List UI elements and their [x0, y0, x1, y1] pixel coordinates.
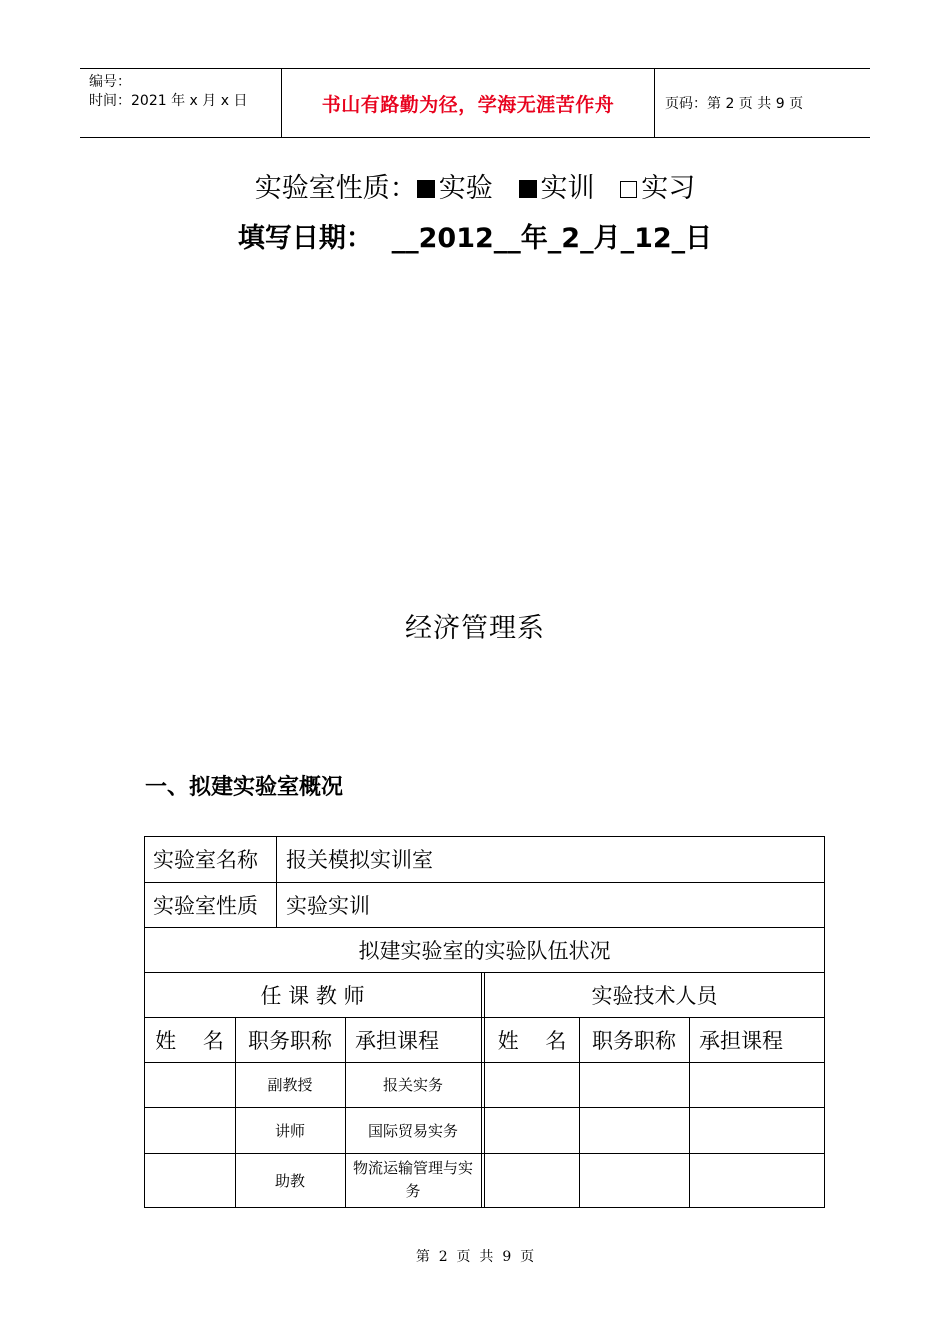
tech-staff-header: 实验技术人员 — [591, 983, 718, 1008]
teachers-header: 任 课 教 师 — [260, 983, 365, 1008]
lab-nature-cell-value: 实验实训 — [286, 893, 370, 918]
lab-nature-line — [0, 166, 950, 205]
teacher-course: 国际贸易实务 — [367, 1121, 458, 1140]
col-title-header: 职务职称 — [592, 1028, 676, 1053]
document-header — [80, 68, 870, 138]
teacher-title: 讲师 — [274, 1121, 305, 1140]
section-title: 一、拟建实验室概况 — [145, 775, 344, 800]
number-label: 编号： — [89, 74, 131, 90]
department-title: 经济管理系 — [405, 613, 545, 644]
checked-box-icon — [417, 180, 435, 198]
fill-date-label: 填写日期： — [237, 223, 373, 254]
col-course-header: 承担课程 — [699, 1028, 783, 1053]
option-label: 实习 — [641, 173, 696, 204]
fill-date-line — [0, 216, 950, 255]
option-label: 实训 — [540, 173, 595, 204]
lab-nature-cell-label: 实验室性质 — [153, 893, 258, 918]
teacher-title: 助教 — [274, 1171, 305, 1190]
col-course-header: 承担课程 — [355, 1028, 439, 1053]
header-motto-cell — [282, 69, 655, 137]
motto-text: 书山有路勤为径，学海无涯苦作舟 — [321, 93, 615, 116]
page-footer: 第 2 页 共 9 页 — [415, 1249, 535, 1265]
lab-name-value: 报关模拟实训室 — [286, 848, 433, 872]
lab-nature-label: 实验室性质： — [254, 173, 417, 204]
col-name-header: 姓 名 — [155, 1028, 224, 1053]
teacher-course: 物流运输管理与实务 — [352, 1159, 473, 1200]
checked-box-icon — [519, 180, 537, 198]
option-label: 实验 — [438, 173, 493, 204]
time-label: 时间：2021 年 x 月 x 日 — [89, 93, 248, 109]
fill-date-value: __2012__年_2_月_12_日 — [391, 223, 713, 254]
teacher-name — [144, 1062, 235, 1107]
team-status-title: 拟建实验室的实验队伍状况 — [358, 938, 611, 963]
unchecked-box-icon — [620, 181, 637, 198]
teacher-name — [144, 1107, 235, 1153]
header-meta-cell — [80, 69, 282, 137]
lab-name-label: 实验室名称 — [153, 848, 258, 872]
page-info: 页码：第 2 页 共 9 页 — [665, 96, 804, 112]
lab-overview-table — [144, 836, 825, 1208]
teacher-course: 报关实务 — [382, 1076, 443, 1094]
col-title-header: 职务职称 — [248, 1028, 332, 1053]
header-page-cell — [655, 69, 870, 137]
teacher-name — [144, 1153, 235, 1207]
col-name-header: 姓 名 — [497, 1028, 567, 1053]
teacher-title: 副教授 — [267, 1076, 313, 1094]
